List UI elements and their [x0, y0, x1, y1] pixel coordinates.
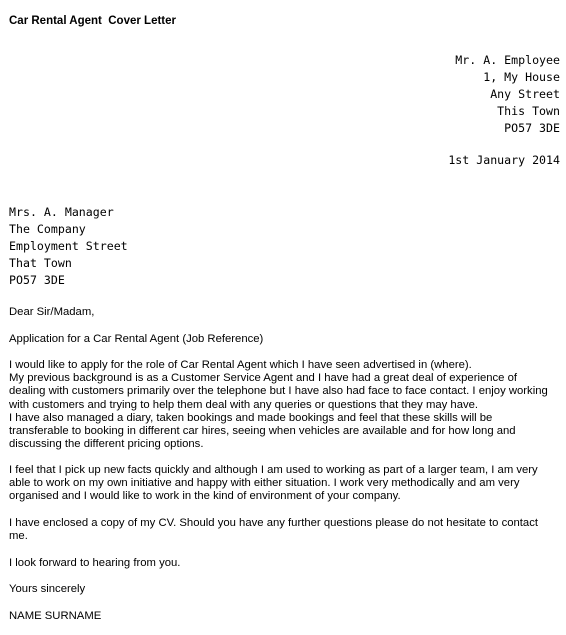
subject-line: Application for a Car Rental Agent (Job Reference): [9, 333, 264, 345]
body-paragraph: I feel that I pick up new facts quickly and although I am used to working as part of a larger team, I am very able to work on my own initiative and happy with either situation. I work very methodically and am very organised and I would like to work in the kind of environment of your company.: [9, 464, 538, 503]
letter-title: Car Rental Agent Cover Letter: [9, 15, 176, 27]
letter-date: 1st January 2014: [448, 153, 560, 167]
signature-name: NAME SURNAME: [9, 610, 102, 622]
closing-line: I look forward to hearing from you.: [9, 557, 181, 569]
sender-address-line: 1, My House: [483, 70, 560, 84]
body-paragraph: I would like to apply for the role of Car Rental Agent which I have seen advertised in (where). My previous background is as a Customer Service Agent and I have had a great deal of experience of dealing with customers primarily over the telephone but I have also had face to face contact. I enjoy working with customers and trying to help them deal with any queries or questions that they may have. I have also managed a diary, taken bookings and made bookings and feel that these skills will be transferable to booking in different car hires, seeing when vehicles are available and for how long and discussing the different pricing options.: [9, 359, 548, 451]
sender-address-line: This Town: [497, 104, 560, 118]
sender-postcode: PO57 3DE: [504, 121, 560, 135]
sender-name: Mr. A. Employee: [455, 53, 560, 67]
recipient-address-line: Employment Street: [9, 239, 128, 253]
recipient-address: [9, 204, 128, 289]
recipient-postcode: PO57 3DE: [9, 273, 65, 287]
recipient-name: Mrs. A. Manager: [9, 205, 114, 219]
salutation: Dear Sir/Madam,: [9, 306, 95, 318]
recipient-address-line: The Company: [9, 222, 86, 236]
recipient-address-line: That Town: [9, 256, 72, 270]
sender-address: [455, 52, 560, 137]
body-paragraph: I have enclosed a copy of my CV. Should you have any further questions please do not hesitate to contact me.: [9, 517, 538, 543]
sender-address-line: Any Street: [490, 87, 560, 101]
sign-off: Yours sincerely: [9, 583, 86, 595]
